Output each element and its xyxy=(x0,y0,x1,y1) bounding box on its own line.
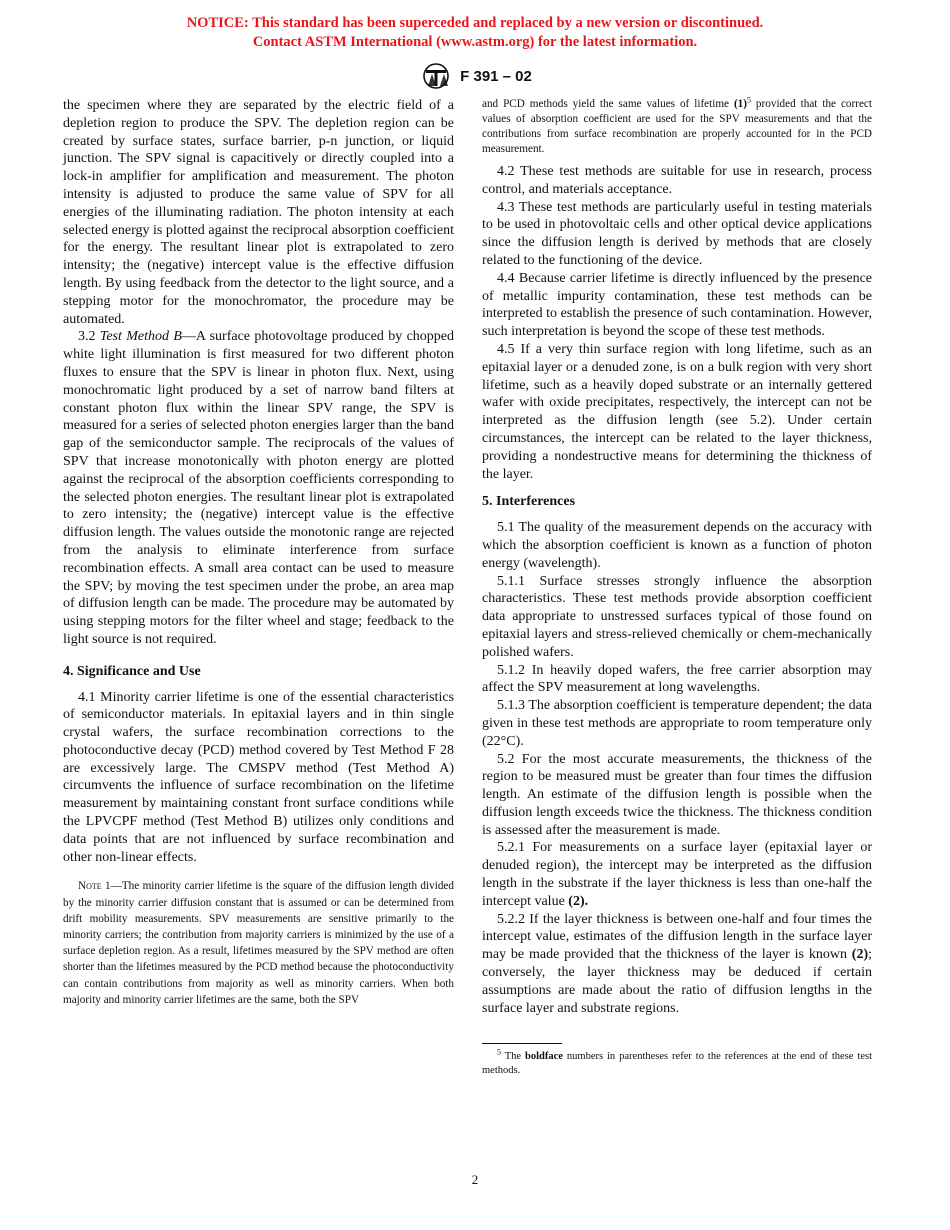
paragraph-5-1: 5.1 The quality of the measurement depends on the accuracy with which the absorption coefficient is known as a function of photon energy (wavelength). xyxy=(482,520,872,571)
footnote-5: $^5$ The boldface numbers in parentheses refer to the references at the end of these test methods. xyxy=(482,1047,872,1077)
right-column xyxy=(482,97,872,1078)
note-1-continuation: and PCD methods yield the same values of lifetime $(1)^5$ provided that the correct values of absorption coefficient are used for the SPV measurements and that the contributions from surface recombination are properly accounted for in the PCD measurement. xyxy=(482,95,872,155)
paragraph-3-2: 3.2 Test Method B—A surface photovoltage produced by chopped white light illumination is first measured for two different photon fluxes to ensure that the SPV is linear in photon flux. Next, using monochromatic light produced by a set of narrow band filters at constant photon flux within the linear SPV range, the SPV is measured for a series of selected photon energies larger than the band gap of the semiconductor sample. The reciprocals of the values of SPV that increase monotonically with photon energy are plotted against the reciprocal of the absorption coefficients corresponding to the selected photon energies. The resultant linear plot is extrapolated to zero intensity; the (negative) intercept value is the effective diffusion length. The values outside the monotonic range are rejected from the analysis to eliminate interference from surface recombination effects. A small area contact can be used to measure the SPV; by moving the test specimen under the probe, an area map of diffusion length can be made. The procedure may be automated by using stepping motors for the filter wheel and stage; feedback to the light source is not required. xyxy=(63,329,454,647)
notice-line-2: Contact ASTM International (www.astm.org) for the latest information. xyxy=(252,33,698,50)
page-header xyxy=(0,62,950,95)
astm-logo-icon xyxy=(418,62,454,90)
paragraph-4-2: 4.2 These test methods are suitable for use in research, process control, and materials acceptance. xyxy=(482,164,872,197)
page-number: 2 xyxy=(471,1172,479,1187)
paragraph-4-1: 4.1 Minority carrier lifetime is one of the essential characteristics of semiconductor materials. In epitaxial layers and in thin single crystal wafers, the surface recombination corrections to the photoconductive decay (PCD) method covered by Test Method F 28 are excessively large. The CMSPV method (Test Method A) circumvents the influence of surface recombination on the lifetime measurement by maintaining constant front surface conditions while the LPVCPF method (Test Method B) utilizes only conditions and data points that are not influenced by surface recombination and other non-linear effects. xyxy=(63,689,454,865)
section-5-heading: 5. Interferences xyxy=(482,494,576,510)
paragraph-5-1-3: 5.1.3 The absorption coefficient is temperature dependent; the data given in these test methods are appropriate to room temperature only (22°C). xyxy=(482,698,872,749)
paragraph-5-2-2: 5.2.2 If the layer thickness is between one-half and four times the intercept value, estimates of the diffusion length in the surface layer may be made provided that the thickness of the layer is known (2); conversely, the layer thickness may be deduced if certain assumptions are made about the ratio of diffusion lengths in the surface layer and substrate regions. xyxy=(482,911,872,1016)
paragraph-4-4: 4.4 Because carrier lifetime is directly influenced by the presence of metallic impurity contamination, these test methods can be interpreted to establish the presence of such contamination. However, such interpretation is beyond the scope of these test methods. xyxy=(482,270,872,340)
paragraph-4-5: 4.5 If a very thin surface region with long lifetime, such as an epitaxial layer or a denuded zone, is on a bulk region with very short lifetime, such as a heavily doped substrate or an internally gettered wafer with oxide precipitates, respectively, the intercept can not be interpreted as the diffusion length (see 5.2). Under certain circumstances, the intercept can be related to the layer thickness, providing a nondestructive means for determining the thickness of the layer. xyxy=(482,341,872,482)
supersession-notice xyxy=(0,14,950,51)
footnote-rule xyxy=(482,1043,562,1044)
paragraph-5-1-1: 5.1.1 Surface stresses strongly influence the absorption characteristics. These test methods provide absorption coefficient data appropriate to unstressed surfaces typical of those found on epitaxial layers and stress-relieved chemically or chem-mechanically polished wafers. xyxy=(482,573,872,660)
paragraph-5-2-1: 5.2.1 For measurements on a surface layer (epitaxial layer or denuded region), the intercept may be interpreted as the diffusion length in the substrate if the layer thickness is less than one-half the intercept value (2). xyxy=(482,840,872,909)
paragraph-5-1-2: 5.1.2 In heavily doped wafers, the free carrier absorption may affect the SPV measurement at long wavelengths. xyxy=(482,662,872,696)
note-1: Note 1—The minority carrier lifetime is the square of the diffusion length divided by the minority carrier diffusion constant that is assumed or can be determined from drift mobility measurements. SPV measurements are sensitive primarily to the minority carriers; the contribution from majority carriers is minimized by the use of a surface depletion region. As a result, lifetimes measured by the SPV method are often shorter than the lifetimes measured by the PCD method because the photoconductivity can contain contributions from majority as well as minority carriers. When both majority and minority carrier lifetimes are the same, both the SPV xyxy=(63,880,454,1006)
document-number: F 391 – 02 xyxy=(460,67,532,85)
notice-line-1: NOTICE: This standard has been superceded and replaced by a new version or discontinued. xyxy=(186,15,764,31)
left-column xyxy=(63,97,454,1008)
paragraph-3-1-continuation: the specimen where they are separated by the electric field of a depletion region to produce the SPV. The depletion region can be created by surface states, surface barrier, p-n junction, or liquid junction. The SPV signal is capacitively or directly coupled into a lock-in amplifier for amplification and measurement. The photon intensity is adjusted to produce the same value of SPV for all energies of the illuminating radiation. The photon intensity at each selected energy is plotted against the reciprocal absorption coefficient for the energy. The resultant linear plot is extrapolated to zero intensity; the (negative) intercept value is the effective diffusion length. By using feedback from the detector to the light source, and a stepping motor for the monochromator, the procedure may be automated. xyxy=(63,98,454,327)
paragraph-5-2: 5.2 For the most accurate measurements, the thickness of the region to be measured must be greater than four times the diffusion length. An estimate of the diffusion length is possible when the diffusion length exceeds twice the thickness. The thickness condition is assessed after the measurement is made. xyxy=(482,751,872,838)
section-4-heading: 4. Significance and Use xyxy=(63,663,201,679)
paragraph-4-3: 4.3 These test methods are particularly useful in testing materials to be used in photovoltaic cells and other optical device applications since the diffusion length is derived by methods that are closely related to the functioning of the device. xyxy=(482,199,872,268)
